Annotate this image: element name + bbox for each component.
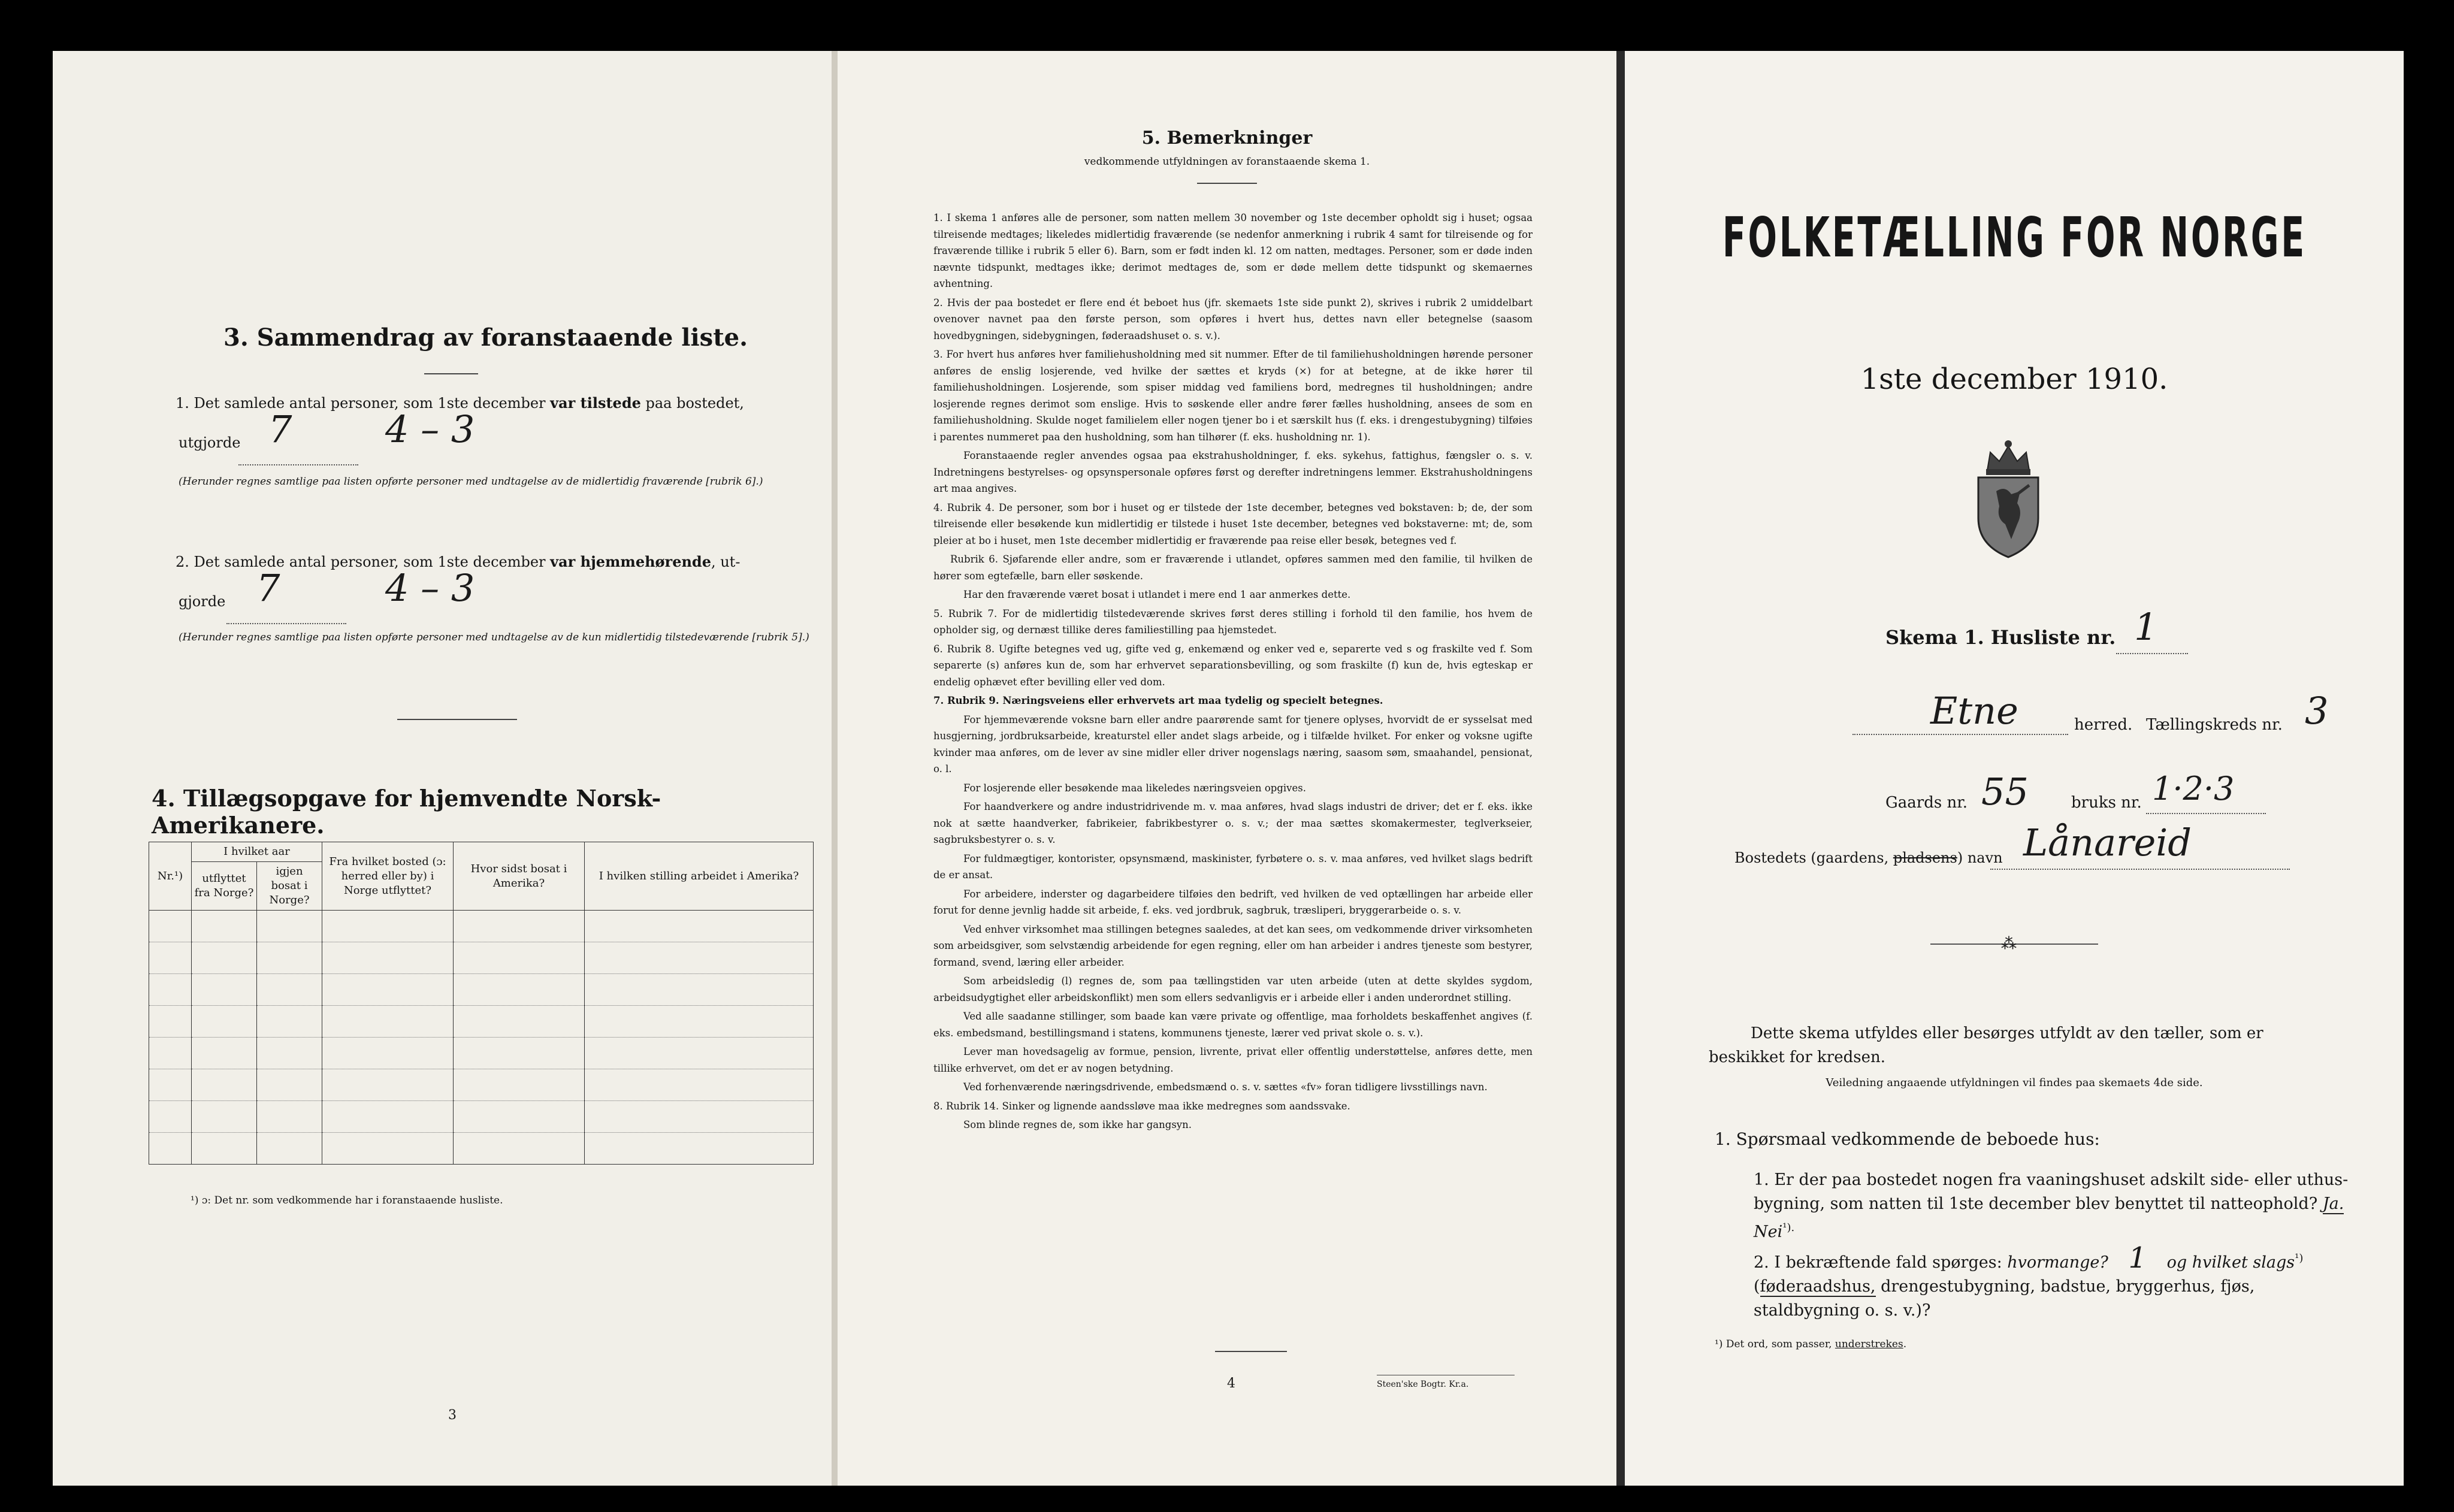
q2-handwritten: 1 — [2128, 1241, 2147, 1275]
col-header-from-place: Fra hvilket bosted (ɔ: herred eller by) i Norge utflyttet? — [322, 842, 454, 911]
remark-paragraph: Som arbeidsledig (l) regnes de, som paa tællingstiden var uten arbeide (uten at dette skyldes sygdom, arbeidsudygtighet eller arbeidskonflikt) men som ellers sedvanligvis er i arbeide eller i anden underordnet stilling. — [933, 975, 1533, 1003]
census-date: 1ste december 1910. — [1860, 362, 2168, 396]
page-gutter — [832, 51, 838, 1486]
col-header-position-america: I hvilken stilling arbeidet i Amerika? — [585, 842, 814, 911]
q1-handwritten-split: 4 – 3 — [385, 407, 475, 451]
table-footnote: ¹) ɔ: Det nr. som vedkommende har i foranstaaende husliste. — [191, 1195, 503, 1206]
answer-nei: Nei — [1754, 1223, 1783, 1241]
dotted-line — [1990, 869, 2290, 870]
kreds-handwritten: 3 — [2305, 689, 2329, 733]
remark-paragraph: Ved enhver virksomhet maa stillingen betegnes saaledes, at det kan sees, om vedkommende driver virksomheten som arbeidsgiver, som selvstændig arbeidende for egen regning, eller om han arbeider i andres tjeneste som bestyrer, formand, svend, læring eller arbeider. — [933, 923, 1533, 968]
remarks-subtitle: vedkommende utfyldningen av foranstaaende skema 1. — [1084, 156, 1370, 168]
remark-paragraph: 8. Rubrik 14. Sinker og lignende aandssløve maa ikke medregnes som aandssvake. — [933, 1100, 1350, 1112]
remark-paragraph: 6. Rubrik 8. Ugifte betegnes ved ug, gifte ved g, enkemænd og enker ved e, separerte ved s og fraskilte ved f. Som separerte (s) anføres kun de, som har erhvervet separationsbevilling, og som fraskilte (f) kun de, hvis egteskap er endelig ophævet efter bevilling eller ved dom. — [933, 643, 1533, 688]
q2-handwritten-split: 4 – 3 — [385, 566, 475, 610]
table-row — [149, 1133, 814, 1165]
table-row — [149, 1006, 814, 1038]
gaards-handwritten: 55 — [1981, 770, 2029, 814]
bosted-label: Bostedets (gaardens, pladsens) navn — [1734, 849, 2003, 866]
col-header-emigrated: utflyttet fra Norge? — [192, 862, 257, 911]
form-page-1 — [1625, 51, 2404, 1486]
questions-heading: 1. Spørsmaal vedkommende de beboede hus: — [1715, 1129, 2100, 1149]
question-2: 2. I bekræftende fald spørges: hvormange? 1 og hvilket slags$^{^1)}$ (føderaadshus, drengestubygning, badstue, bryggerhus, fjøs, staldbygning o. s. v.)? — [1754, 1241, 2304, 1320]
section-4-title: 4. Tillægsopgave for hjemvendte Norsk-Amerikanere. — [152, 785, 661, 839]
norsk-amerikanere-table — [149, 842, 814, 1165]
section-3-title: 3. Sammendrag av foranstaaende liste. — [223, 323, 748, 352]
table-row — [149, 911, 814, 942]
remark-paragraph: For arbeidere, inderster og dagarbeidere tilføies den bedrift, ved hvilken de ved optællingen har arbeide eller forut for denne jevnlig hadde sit arbeide, f. eks. ved jordbruk, sagbruk, træsliperi, bryggerarbeide o. s. v. — [933, 888, 1533, 916]
col-header-last-america: Hvor sidst bosat i Amerika? — [454, 842, 585, 911]
remark-paragraph: 5. Rubrik 7. For de midlertidig tilstedeværende skrives først deres stilling i forhold til den familie, hos hvem de opholder sig, og dernæst tillike deres familiestilling paa hjemstedet. — [933, 607, 1533, 636]
intro-note: Veiledning angaaende utfyldningen vil findes paa skemaets 4de side. — [1826, 1076, 2203, 1089]
dotted-line — [2116, 653, 2188, 654]
remark-paragraph: 2. Hvis der paa bostedet er flere end ét beboet hus (jfr. skemaets 1ste side punkt 2), skrives i rubrik 2 umiddelbart ovenover navnet paa den første person, som opføres i hvert hus, dettes navn eller betegnelse (saasom hovedbygningen, sidebygningen, føderaadshuset o. s. v.). — [933, 297, 1533, 341]
bruks-handwritten: 1·2·3 — [2152, 770, 2235, 808]
remark-paragraph: Lever man hovedsagelig av formue, pension, livrente, privat eller offentlig understøttelse, anføres dette, men tillike erhvervet, om det er av nogen betydning. — [933, 1046, 1533, 1074]
census-title: FOLKETÆLLING FOR NORGE — [1722, 205, 2307, 270]
dotted-line — [2146, 813, 2266, 814]
table-row — [149, 1101, 814, 1133]
remark-paragraph: For haandverkere og andre industridrivende m. v. maa anføres, hvad slags industri de driver; det er f. eks. ikke nok at sætte haandverker, fabrikeier, fabrikbestyrer o. s. v.; der maa sættes skomakermester, teglverkseier, sagbruksbestyrer o. s. v. — [933, 801, 1533, 845]
divider — [1215, 1351, 1287, 1352]
printer-mark: Steen'ske Bogtr. Kr.a. — [1377, 1380, 1469, 1389]
q2-handwritten-total: 7 — [256, 566, 280, 610]
col-header-returned: igjen bosat i Norge? — [257, 862, 322, 911]
remark-paragraph: For hjemmeværende voksne barn eller andre paarørende samt for tjenere oplyses, hvorvidt de er sysselsat med husgjerning, jordbruksarbeide, kreaturstel eller andet slags arbeide, og i tilfælde hvilket. For enker og voksne ugifte kvinder maa anføres, om de lever av sine midler eller driver nogenslags næring, saasom søm, smaahandel, pensionat, o. l. — [933, 713, 1533, 775]
remark-paragraph: Rubrik 6. Sjøfarende eller andre, som er fraværende i utlandet, opføres sammen med den familie, til hvilken de hører som egtefælle, barn eller søskende. — [933, 554, 1533, 582]
remark-paragraph: 3. For hvert hus anføres hver familiehusholdning med sit nummer. Efter de til familiehusholdningen hørende personer anføres de enslig losjerende, ved hvilke der sættes et kryds (×) for at betegne, at de ikke hører til familiehusholdningen. Losjerende, som spiser middag ved familiens bord, medregnes til husholdningen; andre losjerende regnes derimot som enslige. Hvis to søskende eller andre fører fælles husholdning, ansees de som en familiehusholdning. Skulde noget familielem eller nogen tjener bo i et særskilt hus (f. eks. i drengestubygning) tilføies i parentes nummeret paa den husholdning, som han tilhører (f. eks. husholdning nr. 1). — [933, 349, 1533, 443]
bosted-handwritten: Lånareid — [2023, 821, 2192, 864]
dotted-line — [238, 464, 358, 465]
census-title-wrap — [1505, 205, 2454, 270]
ornament-icon: ⁂ — [2001, 935, 2017, 953]
intro-text: Dette skema utfyldes eller besørges utfyldt av den tæller, som er beskikket for kredsen. — [1709, 1024, 2263, 1066]
herred-handwritten: Etne — [1930, 689, 2018, 733]
remark-paragraph: For fuldmægtiger, kontorister, opsynsmænd, maskinister, fyrbøtere o. s. v. maa anføres, ved hvilket slags bedrift de er ansat. — [933, 852, 1533, 881]
q1-note: (Herunder regnes samtlige paa listen opførte personer med undtagelse av de midlertidig fraværende [rubrik 6].) — [179, 476, 763, 488]
col-header-year-group: I hvilket aar — [192, 842, 322, 862]
kreds-label: Tællingskreds nr. — [2146, 716, 2283, 734]
remark-paragraph: Har den fraværende været bosat i utlandet i mere end 1 aar anmerkes dette. — [963, 589, 1351, 600]
remark-paragraph: Ved forhenværende næringsdrivende, embedsmænd o. s. v. sættes «fv» foran tidligere livsstillings navn. — [963, 1081, 1488, 1093]
table-row — [149, 974, 814, 1006]
divider — [424, 373, 478, 374]
bruks-label: bruks nr. — [2071, 794, 2142, 812]
table-row — [149, 942, 814, 974]
remark-paragraph: Ved alle saadanne stillinger, som baade kan være private og offentlige, maa forholdets beskaffenhet angives (f. eks. embedsmand, bestillingsmand i statens, kommunens tjeneste, lærer ved privat skole o. s. v.). — [933, 1011, 1533, 1039]
q1-handwritten-total: 7 — [268, 407, 292, 451]
remarks-page-4 — [838, 51, 1616, 1486]
herred-label: herred. — [2074, 716, 2133, 734]
remark-paragraph: Som blinde regnes de, som ikke har gangsyn. — [963, 1119, 1192, 1130]
gaards-label: Gaards nr. — [1885, 794, 1968, 812]
underlined-answer: føderaadshus, — [1760, 1277, 1876, 1296]
question-1: 1. Er der paa bostedet nogen fra vaaningshuset adskilt side- eller uthus-bygning, som natten til 1ste december blev benyttet til natteophold? Ja. Nei$^{^1).}$ — [1754, 1171, 2349, 1241]
dotted-line — [1852, 734, 2068, 735]
remark-paragraph: 4. Rubrik 4. De personer, som bor i huset og er tilstede der 1ste december, betegnes ved bokstaven: b; de, der som tilreisende eller besøkende kun midlertidig er tilstede i huset 1ste december, betegnes ved bokstaverne: mt; de, som pleier at bo i huset, men 1ste december midlertidig er fraværende paa reise eller besøk, betegnes ved f. — [933, 501, 1533, 546]
q2-note: (Herunder regnes samtlige paa listen opførte personer med undtagelse av de kun midlertidig tilstedeværende [rubrik 5].) — [179, 631, 809, 643]
q1-utgjorde-label: utgjorde — [179, 434, 241, 451]
question-1: 1. Det samlede antal personer, som 1ste december var tilstede paa bostedet, — [176, 394, 744, 412]
divider — [397, 719, 517, 720]
remark-paragraph: For losjerende eller besøkende maa likeledes næringsveien opgives. — [963, 782, 1306, 794]
divider — [1197, 183, 1257, 184]
question-2: 2. Det samlede antal personer, som 1ste december var hjemmehørende, ut- — [176, 553, 741, 570]
dotted-line — [226, 623, 346, 624]
form-page-3 — [53, 51, 832, 1486]
remark-paragraph: 7. Rubrik 9. Næringsveiens eller erhvervets art maa tydelig og specielt betegnes. — [933, 695, 1383, 706]
table-row — [149, 1038, 814, 1069]
remark-paragraph: 1. I skema 1 anføres alle de personer, som natten mellem 30 november og 1ste december opholdt sig i huset; ogsaa tilreisende medtages; likeledes midlertidig fraværende (se nedenfor anmerkning i rubrik 4 samt for tilreisende og for fraværende tillike i rubrik 5 eller 6). Barn, som er født inden kl. 12 om natten, medtages. Personer, som er døde inden nævnte tidspunkt, medtages ikke; derimot medtages de, som er døde mellem dette tidspunkt og skemaernes avhentning. — [933, 212, 1533, 289]
answer-ja: Ja. — [2322, 1195, 2344, 1213]
skema-label: Skema 1. Husliste nr. — [1885, 626, 2116, 649]
husliste-handwritten: 1 — [2134, 605, 2158, 649]
remarks-list — [933, 210, 1533, 1136]
remark-paragraph: Foranstaaende regler anvendes ogsaa paa ekstrahusholdninger, f. eks. sykehus, fattighus, fængsler o. s. v. Indretningens bestyrelses- og opsynspersonale opføres først og derefter indretningens lemmer. Ekstrahusholdningens art maa angives. — [933, 450, 1533, 494]
coat-of-arms-icon — [1963, 434, 2053, 560]
table-row — [149, 1069, 814, 1101]
page-number: 4 — [1227, 1376, 1235, 1391]
remarks-title: 5. Bemerkninger — [1141, 128, 1313, 149]
q2-utgjorde-label: gjorde — [179, 593, 226, 610]
col-header-nr: Nr.¹) — [149, 842, 192, 911]
footnote: ¹) Det ord, som passer, understrekes. — [1715, 1338, 1907, 1350]
page-number: 3 — [448, 1408, 457, 1423]
